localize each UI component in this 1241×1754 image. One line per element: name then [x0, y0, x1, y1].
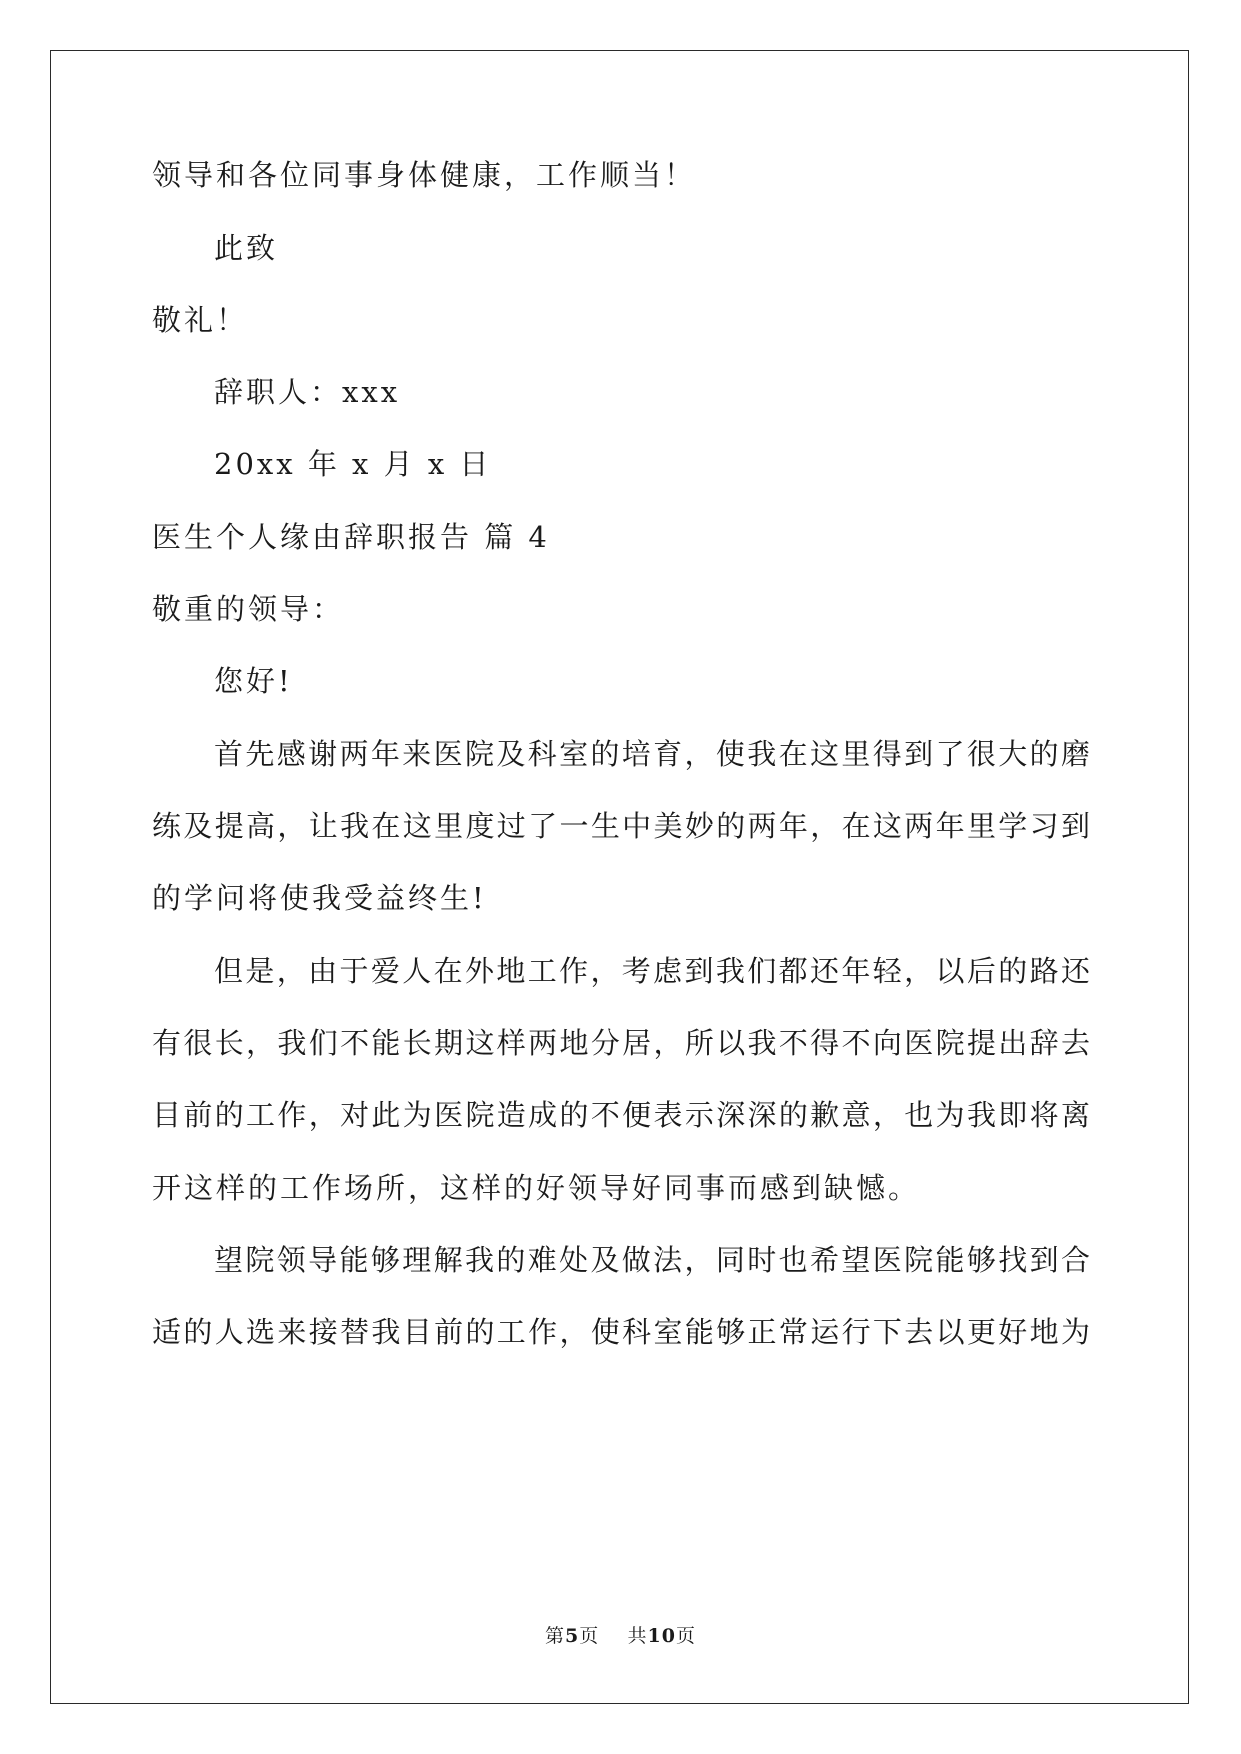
text-line: 辞职人：xxx	[214, 375, 401, 409]
footer-total-prefix: 共	[627, 1625, 648, 1647]
text-line: 领导和各位同事身体健康，工作顺当！	[152, 158, 697, 192]
text-line: 敬礼！	[152, 303, 249, 337]
footer-page-number: 5	[565, 1625, 580, 1647]
footer-total-suffix: 页	[675, 1625, 696, 1647]
text-line: 开这样的工作场所，这样的好领导好同事而感到缺憾。	[152, 1171, 921, 1205]
text-line: 此致	[214, 231, 279, 265]
page-border	[50, 50, 1189, 1704]
text-line: 目前的工作，对此为医院造成的不便表示深深的歉意，也为我即将离	[152, 1098, 1090, 1132]
text-line: 练及提高，让我在这里度过了一生中美妙的两年，在这两年里学习到	[152, 809, 1090, 843]
greeting: 您好!	[214, 664, 293, 698]
text-line: 望院领导能够理解我的难处及做法，同时也希望医院能够找到合	[214, 1243, 1090, 1277]
text-line: 的学问将使我受益终生!	[152, 881, 487, 915]
salutation: 敬重的领导：	[152, 592, 345, 626]
text-line: 适的人选来接替我目前的工作，使科室能够正常运行下去以更好地为	[152, 1315, 1090, 1349]
text-line: 但是，由于爱人在外地工作，考虑到我们都还年轻，以后的路还	[214, 954, 1090, 988]
text-line: 首先感谢两年来医院及科室的培育，使我在这里得到了很大的磨	[214, 737, 1090, 771]
text-line: 20xx 年 x 月 x 日	[214, 447, 492, 481]
footer-page-suffix: 页	[579, 1625, 600, 1647]
section-heading: 医生个人缘由辞职报告 篇 4	[152, 520, 550, 554]
footer-prefix: 第	[545, 1625, 566, 1647]
footer-total-pages: 10	[647, 1625, 676, 1647]
page-footer	[0, 1622, 1241, 1650]
text-line: 有很长，我们不能长期这样两地分居，所以我不得不向医院提出辞去	[152, 1026, 1090, 1060]
